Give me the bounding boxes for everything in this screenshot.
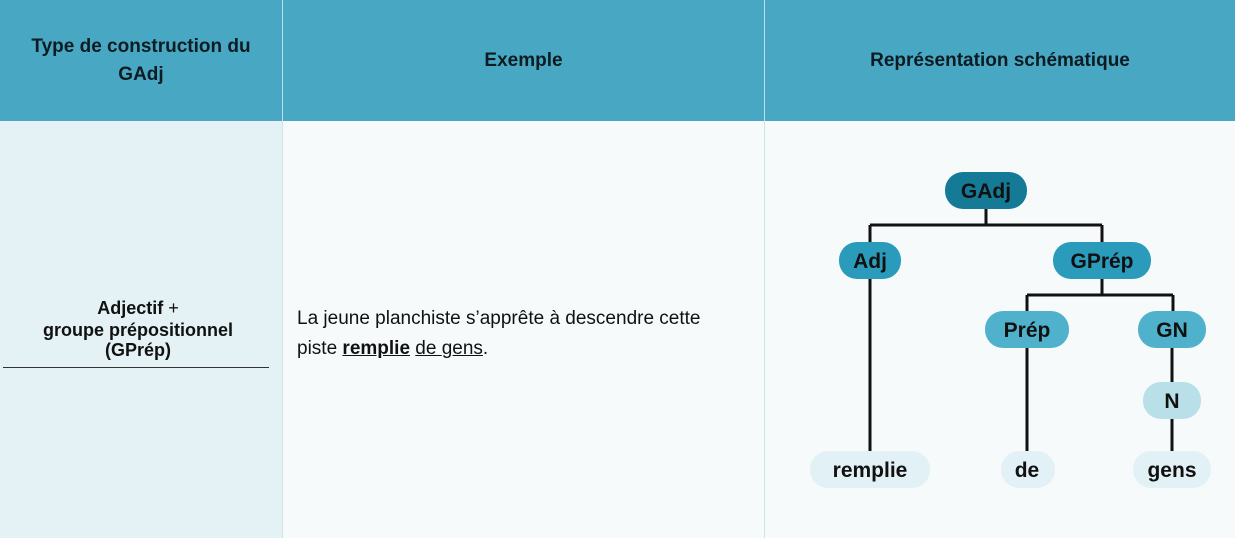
word-remplie <box>810 451 930 488</box>
example-adjective: remplie <box>342 338 411 359</box>
node-gadj-label: GAdj <box>960 180 1012 203</box>
node-n-label: N <box>1164 390 1180 413</box>
word-de <box>1001 451 1055 488</box>
header-schema: Représentation schématique <box>764 0 1235 121</box>
word-gens <box>1133 451 1211 488</box>
type-underline <box>3 367 269 368</box>
example-noun: gens <box>441 338 483 359</box>
node-gn <box>1138 311 1206 348</box>
example-cell <box>282 121 764 538</box>
example-sentence <box>297 304 737 364</box>
table-row <box>0 121 1235 538</box>
node-gn-label: GN <box>1156 319 1188 342</box>
example-text: La jeune planchiste s’apprête à descendre cette piste <box>297 308 701 359</box>
type-plus: + <box>168 298 179 318</box>
header-example: Exemple <box>282 0 764 121</box>
example-period: . <box>482 338 489 359</box>
example-preposition: de <box>415 338 442 359</box>
syntax-tree <box>765 121 1235 538</box>
node-adj <box>839 242 901 279</box>
type-line-3: (GPrép) <box>104 340 171 360</box>
node-gprep-label: GPrép <box>1070 250 1134 273</box>
node-prep <box>985 311 1069 348</box>
schema-cell <box>764 121 1235 538</box>
word-de-label: de <box>1014 459 1040 482</box>
construction-type <box>0 297 276 359</box>
node-prep-label: Prép <box>1003 319 1051 342</box>
header-type: Type de construction du GAdj <box>31 35 251 85</box>
type-cell <box>0 121 282 538</box>
word-gens-label: gens <box>1147 459 1197 482</box>
node-adj-label: Adj <box>853 250 887 273</box>
node-n <box>1143 382 1201 419</box>
type-line-1: Adjectif <box>97 298 164 318</box>
node-gprep <box>1053 242 1151 279</box>
type-line-2: groupe prépositionnel <box>42 320 233 340</box>
word-remplie-label: remplie <box>832 459 908 482</box>
table-header <box>0 0 1235 121</box>
node-gadj <box>945 172 1027 209</box>
